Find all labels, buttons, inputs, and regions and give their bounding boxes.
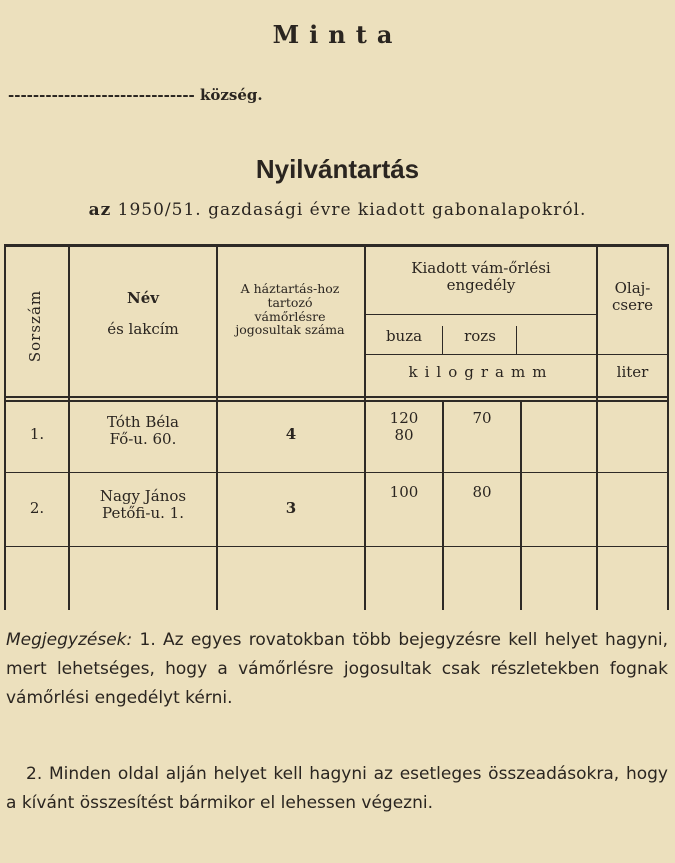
header-address-text: és lakcím	[107, 320, 179, 339]
register-table	[4, 244, 669, 610]
header-name-text: Név	[127, 289, 159, 307]
village-label: község.	[200, 86, 263, 104]
row-2-name-address	[70, 488, 216, 523]
note-2-text: 2. Minden oldal alján helyet kell hagyni az esetleges összeadásokra, hogy a kívánt összesítést bármikor el lehessen végezni.	[6, 764, 668, 813]
row-2-wheat: 100	[389, 483, 419, 501]
row-2-address: Petőfi-u. 1.	[102, 504, 184, 523]
subtitle-prefix: az	[88, 200, 112, 220]
note-1	[6, 626, 668, 713]
notes-label: Megjegyzések:	[6, 630, 133, 650]
header-liter: liter	[616, 363, 649, 381]
header-kilogram: kilogramm	[408, 363, 554, 381]
document-subtitle	[0, 200, 675, 220]
row-1-wheat-1: 120	[389, 409, 419, 427]
village-blank: ------------------------------	[8, 86, 195, 104]
row-1-wheat	[366, 410, 442, 445]
note-2	[6, 760, 668, 818]
row-1-wheat-2: 80	[394, 426, 414, 445]
row-2-rye: 80	[472, 483, 492, 501]
document-title: Nyilvántartás	[255, 154, 420, 184]
subtitle-text: 1950/51. gazdasági évre kiadott gabonalapokról.	[117, 200, 587, 220]
row-2-name: Nagy János	[99, 487, 187, 505]
header-entitled-count: A háztartás-hoz tartozó vámőrlésre jogosultak száma	[235, 281, 345, 338]
row-1-name: Tóth Béla	[107, 413, 179, 431]
row-1-number: 1.	[29, 425, 45, 443]
row-1-rye: 70	[472, 409, 492, 427]
row-1-count: 4	[285, 425, 297, 443]
row-2-number: 2.	[29, 499, 45, 517]
form-sample-label: Minta	[272, 20, 403, 49]
row-1-address: Fő-u. 60.	[109, 430, 177, 449]
row-2-count: 3	[285, 499, 297, 517]
header-issued-permit: Kiadott vám-őrlési engedély	[411, 259, 551, 295]
note-1-text: 1. Az egyes rovatokban több bejegyzésre kell helyet hagyni, mert lehetséges, hogy a vámőrlésre jogosultak csak részletekben fognak vámőrlési engedélyt kérni.	[6, 630, 668, 708]
header-name	[70, 290, 216, 339]
header-oil-exchange: Olaj-csere	[611, 279, 654, 315]
row-1-name-address	[70, 414, 216, 449]
header-wheat: buza	[385, 327, 423, 345]
header-sorszam-text: Sorszám	[26, 289, 44, 363]
header-rye: rozs	[464, 327, 496, 345]
village-line	[8, 86, 263, 104]
header-sorszam	[6, 264, 64, 388]
